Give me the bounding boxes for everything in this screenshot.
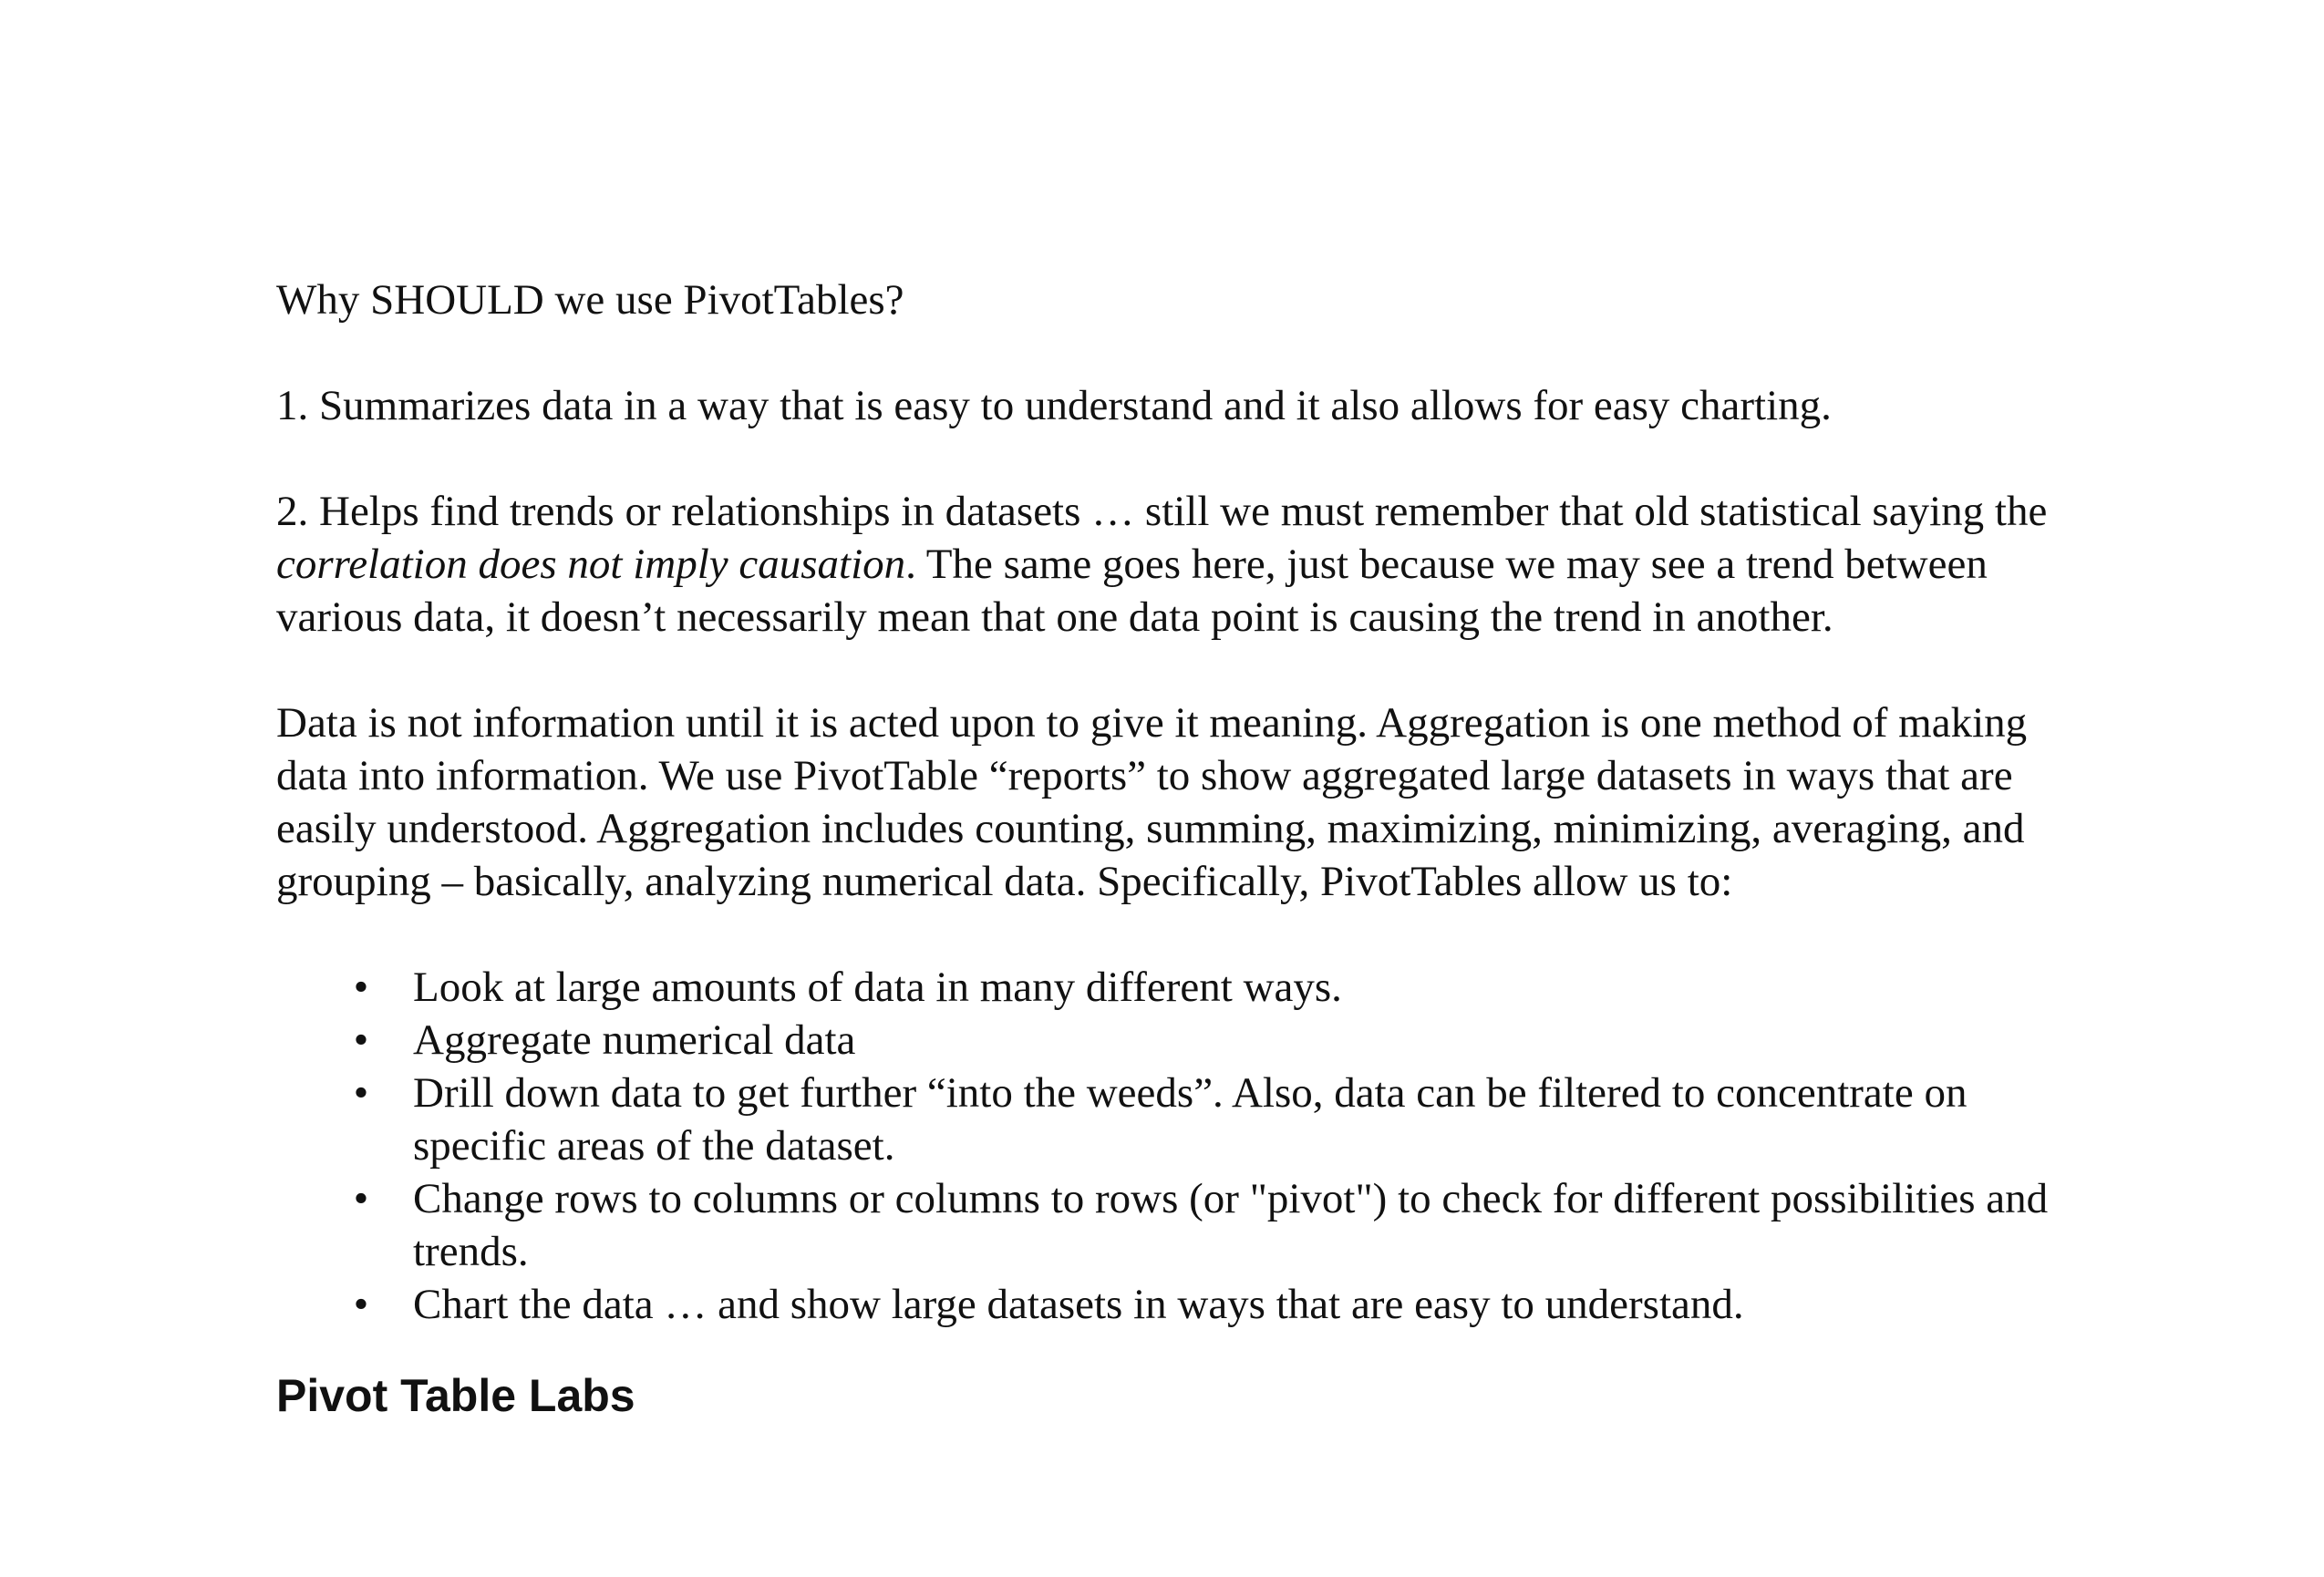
list-item-text: Change rows to columns or columns to rows (or "pivot") to check for different possibilities and trends.: [413, 1175, 2049, 1275]
point-two-lead: 2. Helps find trends or relationships in datasets … still we must remember that old statistical saying the: [276, 488, 2048, 535]
list-item-text: Drill down data to get further “into the weeds”. Also, data can be filtered to concentrate on specific areas of the dataset.: [413, 1069, 1968, 1170]
list-item: [276, 1014, 2081, 1067]
bullet-icon: •: [353, 1175, 369, 1222]
bullet-list: [276, 961, 2081, 1331]
list-item: [276, 961, 2081, 1014]
list-item: [276, 1067, 2081, 1172]
spacer: [276, 432, 2081, 485]
question-heading: Why SHOULD we use PivotTables?: [276, 276, 904, 324]
list-item: [276, 1278, 2081, 1331]
spacer: [276, 644, 2081, 696]
spacer: [276, 326, 2081, 379]
point-one-paragraph: 1. Summarizes data in a way that is easy to understand and it also allows for easy charting.: [276, 382, 1832, 429]
aggregation-paragraph: Data is not information until it is acted upon to give it meaning. Aggregation is one method of making data into information. We use PivotTable “reports” to show aggregated large datasets in ways that are easily understood. Aggregation includes counting, summing, maximizing, minimizing, averaging, and grouping – basically, analyzing numerical data. Specifically, PivotTables allow us to:: [276, 699, 2028, 905]
spacer: [276, 908, 2081, 961]
list-item-text: Look at large amounts of data in many different ways.: [413, 964, 1342, 1011]
bullet-icon: •: [353, 1016, 369, 1064]
bullet-icon: •: [353, 964, 369, 1011]
document-body: [276, 273, 2081, 1424]
list-item-text: Chart the data … and show large datasets in ways that are easy to understand.: [413, 1281, 1744, 1328]
point-two-paragraph: [276, 485, 2081, 644]
list-item-text: Aggregate numerical data: [413, 1016, 856, 1064]
section-heading: Pivot Table Labs: [276, 1370, 635, 1421]
bullet-icon: •: [353, 1069, 369, 1117]
point-two-rest: . The same goes here, just because we may see a trend between various data, it doesn’t necessarily mean that one data point is causing the trend in another.: [276, 541, 1988, 641]
bullet-icon: •: [353, 1281, 369, 1328]
list-item: [276, 1172, 2081, 1278]
point-two-italic-phrase: correlation does not imply causation: [276, 541, 906, 588]
